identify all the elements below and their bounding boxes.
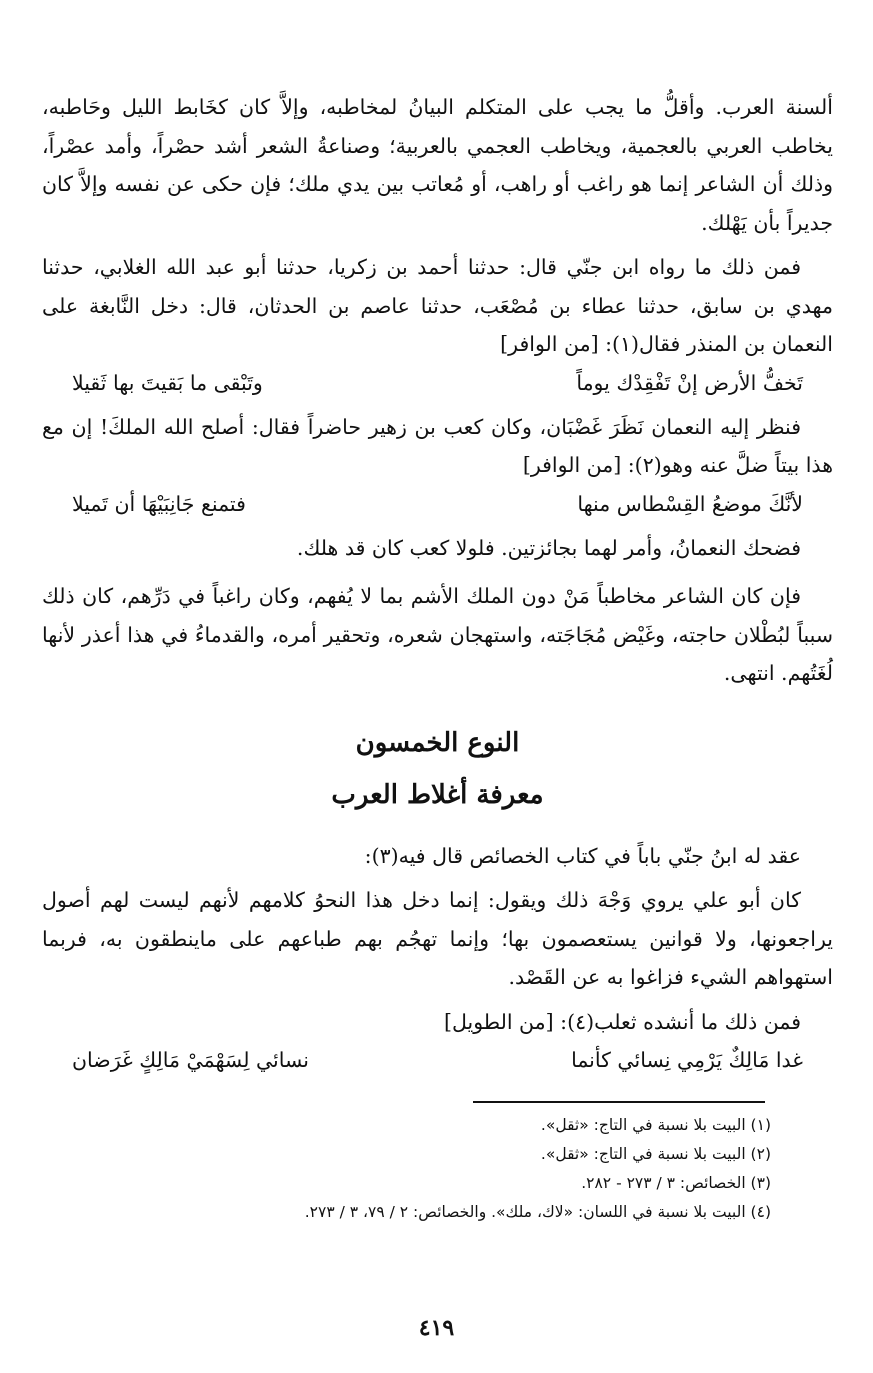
verse-2 xyxy=(42,485,833,523)
paragraph-5: فإن كان الشاعر مخاطباً مَنْ دون الملك الأشم بما لا يُفهم، وكان راغباً في دَرِّهم، كان ذلك سبباً لبُطْلان حاجته، وغَيْض مُجَاجَته، واستهجان شعره، وتحقير أمره، والقدماءُ في هذا أعذر لأنها لُغَتُهم. انتهى. xyxy=(42,584,833,685)
paragraph-1: ألسنة العرب. وأقلُّ ما يجب على المتكلم البيانُ لمخاطبه، وإلاَّ كان كخَابط الليل وحَاطبه، يخاطب العربي بالعجمية، ويخاطب العجمي بالعربية؛ وصناعةُ الشعر أشد حصْراً، وأمد عصْراً، وذلك أن الشاعر إنما هو راغب أو راهب، أو مُعاتب بين يدي ملك؛ فإن حكى عن نفسه وإلاَّ كان جديراً بأن يَهْلك. xyxy=(42,95,833,235)
verse-3-first-hemistich: غدا مَالِكٌ يَرْمِي نِسائي كأنما xyxy=(571,1048,803,1072)
paragraph-8: فمن ذلك ما أنشده ثعلب(٤): [من الطويل] xyxy=(443,1009,801,1034)
verse-1-second-hemistich: وتَبْقى ما بَقيتَ بها ثَقيلا xyxy=(72,370,263,395)
page-number: ٤١٩ xyxy=(418,1315,455,1341)
footnote-1: (١) البيت بلا نسبة في التاج: «ثقل». xyxy=(540,1116,771,1134)
paragraph-7: كان أبو علي يروي وَجْهَ ذلك ويقول: إنما دخل هذا النحوُ كلامهم لأنهم ليست لهم أصول يراجعونها، ولا قوانين يستعصمون بها؛ وإنما تهجُم بهم طباعهم على ماينطقون به، فربما استهواهم الشيء فزاغوا به عن القَصْد. xyxy=(42,888,833,989)
footnote-3: (٣) الخصائص: ٣ / ٢٧٣ - ٢٨٢. xyxy=(581,1174,771,1192)
paragraph-2: فمن ذلك ما رواه ابن جنّي قال: حدثنا أحمد بن زكريا، حدثنا أبو عبد الله الغلابي، حدثنا مهدي بن سابق، حدثنا عطاء بن مُصْعَب، حدثنا عاصم بن الحدثان، قال: دخل النَّابغة على النعمان بن المنذر فقال(١): [من الوافر] xyxy=(42,255,833,356)
verse-1-first-hemistich: تَخفُّ الأرض إنْ تَفْقِدْك يوماً xyxy=(576,370,803,395)
paragraph-3: فنظر إليه النعمان نَظَرَ غَضْبَان، وكان كعب بن زهير حاضراً فقال: أصلح الله الملكَ! إن مع هذا بيتاً ضلَّ عنه وهو(٢): [من الوافر] xyxy=(42,414,833,477)
paragraph-4: فضحك النعمانُ، وأمر لهما بجائزتين. فلولا كعب كان قد هلك. xyxy=(296,535,801,560)
verse-3-second-hemistich: نسائي لِسَهْمَيْ مَالِكٍ غَرَضان xyxy=(72,1048,309,1072)
footnote-separator xyxy=(473,1101,765,1103)
chapter-title: معرفة أغلاط العرب xyxy=(331,779,544,810)
footnote-4: (٤) البيت بلا نسبة في اللسان: «لاك، ملك». والخصائص: ٢ / ٧٩، ٣ / ٢٧٣. xyxy=(304,1203,771,1221)
footnotes xyxy=(42,1111,833,1227)
verse-2-second-hemistich: فتمنع جَانِبَيْهَا أن تَميلا xyxy=(72,491,246,516)
section-heading xyxy=(42,723,833,815)
chapter-heading: النوع الخمسون xyxy=(355,727,520,758)
footnote-2: (٢) البيت بلا نسبة في التاج: «ثقل». xyxy=(540,1145,771,1163)
paragraph-6: عقد له ابنُ جنّي باباً في كتاب الخصائص قال فيه(٣): xyxy=(364,843,801,868)
verse-3 xyxy=(42,1041,833,1079)
verse-1 xyxy=(42,364,833,402)
verse-2-first-hemistich: لأنَّكَ موضعُ القِسْطاس منها xyxy=(577,491,803,516)
